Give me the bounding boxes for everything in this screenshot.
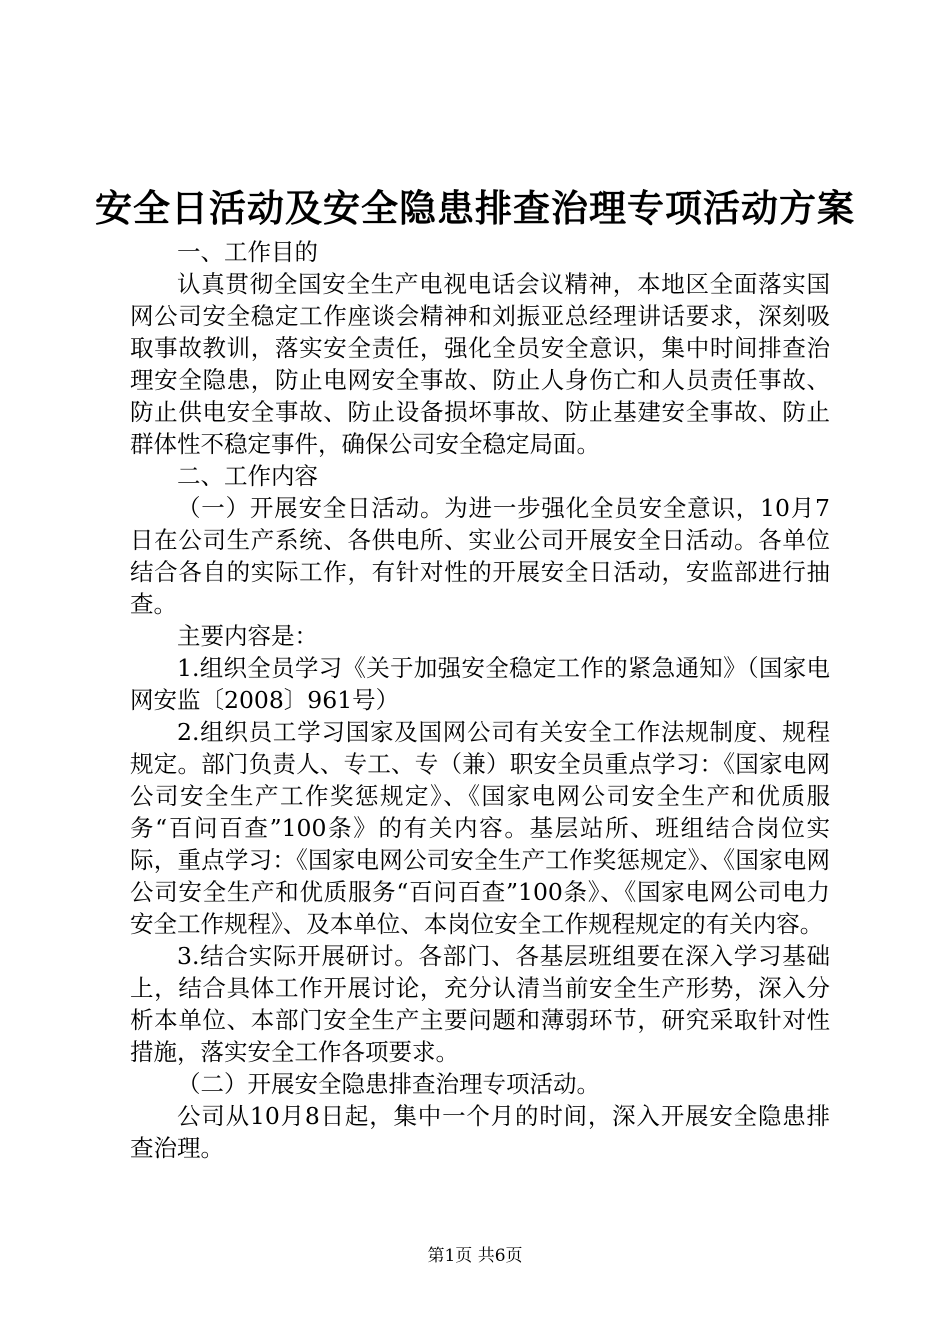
list-item-1: 1.组织全员学习《关于加强安全稳定工作的紧急通知》（国家电网安监〔2008〕961号） [130, 654, 830, 714]
list-item-2: 2.组织员工学习国家及国网公司有关安全工作法规制度、规程规定。部门负责人、专工、专（兼）职安全员重点学习：《国家电网公司安全生产工作奖惩规定》、《国家电网公司安全生产和优质服务“百问百查”100条》的有关内容。基层站所、班组结合岗位实际，重点学习：《国家电网公司安全生产工作奖惩规定》、《国家电网公司安全生产和优质服务“百问百查”100条》、《国家电网公司电力安全工作规程》、及本单位、本岗位安全工作规程规定的有关内容。 [130, 718, 830, 938]
paragraph-purpose: 认真贯彻全国安全生产电视电话会议精神，本地区全面落实国网公司安全稳定工作座谈会精神和刘振亚总经理讲话要求，深刻吸取事故教训，落实安全责任，强化全员安全意识，集中时间排查治理安全隐患，防止电网安全事故、防止人身伤亡和人员责任事故、防止供电安全事故、防止设备损坏事故、防止基建安全事故、防止群体性不稳定事件，确保公司安全稳定局面。 [130, 270, 830, 458]
heading-work-purpose: 一、工作目的 [177, 238, 318, 266]
heading-work-content: 二、工作内容 [177, 462, 318, 490]
heading-hazard-campaign: （二）开展安全隐患排查治理专项活动。 [177, 1070, 600, 1098]
paragraph-hazard-campaign: 公司从10月8日起，集中一个月的时间，深入开展安全隐患排查治理。 [130, 1102, 830, 1162]
paragraph-safety-day: （一）开展安全日活动。为进一步强化全员安全意识，10月7日在公司生产系统、各供电所、实业公司开展安全日活动。各单位结合各自的实际工作，有针对性的开展安全日活动，安监部进行抽查。 [130, 494, 830, 618]
page-number-footer: 第1页 共6页 [427, 1246, 523, 1266]
paragraph-main-content: 主要内容是： [177, 622, 318, 650]
document-title: 安全日活动及安全隐患排查治理专项活动方案 [95, 186, 855, 230]
document-body [130, 236, 830, 1164]
list-item-3: 3.结合实际开展研讨。各部门、各基层班组要在深入学习基础上，结合具体工作开展讨论，充分认清当前安全生产形势，深入分析本单位、本部门安全生产主要问题和薄弱环节，研究采取针对性措施，落实安全工作各项要求。 [130, 942, 830, 1066]
